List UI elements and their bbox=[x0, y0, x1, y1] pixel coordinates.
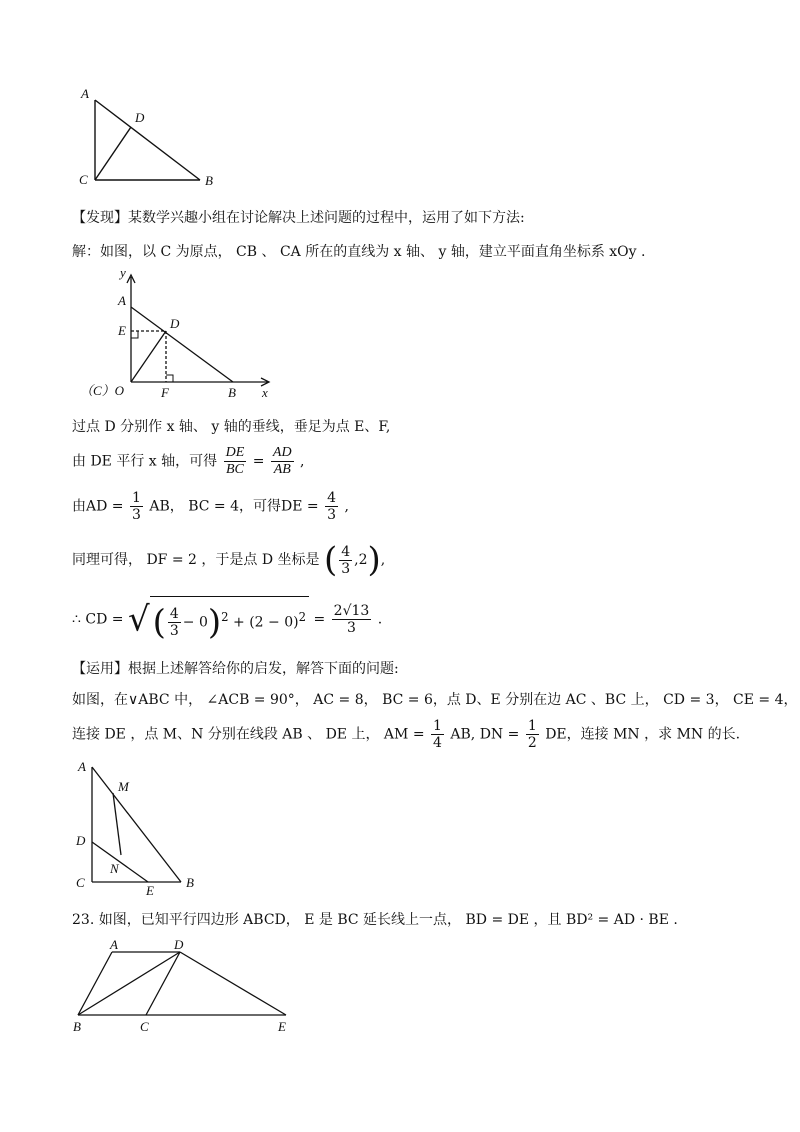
figure-triangle-mn bbox=[70, 757, 210, 897]
label-b: B bbox=[228, 385, 236, 400]
axis-x-label: x bbox=[262, 385, 268, 400]
step-5: ∴ CD = √( $\frac{4}{3}$ − $0)^2 + (2 - 0)^2$ = $\frac{2√13}{3}$ . bbox=[72, 596, 382, 643]
label-a: A bbox=[78, 759, 86, 774]
label-m: M bbox=[118, 779, 129, 794]
figure-triangle-abc bbox=[75, 80, 225, 195]
step-3: 由AD = $\frac{1}{3}$ AB， BC = 4，可得DE = $\frac{4}{3}$ , bbox=[72, 490, 349, 523]
label-e: E bbox=[118, 323, 126, 338]
question-23: 23. 如图，已知平行四边形 ABCD， E 是 BC 延长线上一点， BD = DE ，且 BD² = AD · BE . bbox=[72, 912, 678, 928]
label-e: E bbox=[278, 1019, 286, 1034]
label-origin: （C）O bbox=[80, 383, 125, 398]
apply-line-2: 连接 DE ，点 M、N 分别在线段 AB 、 DE 上， AM = $\frac{1}{4}$ AB, DN = $\frac{1}{2}$ DE，连接 MN ，求 MN 的长. bbox=[72, 718, 741, 751]
discover-heading: 【发现】某数学兴趣小组在讨论解决上述问题的过程中，运用了如下方法: bbox=[72, 210, 525, 226]
label-c: C bbox=[76, 875, 85, 890]
figure-coordinate-system bbox=[78, 265, 288, 410]
axis-y-label: y bbox=[120, 265, 126, 280]
label-a: A bbox=[118, 293, 126, 308]
apply-line-1: 如图，在∨ABC 中， ∠ACB = 90°， AC = 8， BC = 6，点 D、E 分别在边 AC 、BC 上， CD = 3， CE = 4， bbox=[72, 692, 798, 708]
step-4: 同理可得， DF = 2 ，于是点 D 坐标是 ( $\frac{4}{3}$ ,2), bbox=[72, 540, 386, 580]
label-c: C bbox=[140, 1019, 149, 1034]
figure-parallelogram bbox=[70, 935, 300, 1035]
apply-heading: 【运用】根据上述解答给你的启发，解答下面的问题: bbox=[72, 661, 399, 677]
label-n: N bbox=[110, 861, 119, 876]
label-a: A bbox=[81, 86, 89, 101]
label-b: B bbox=[186, 875, 194, 890]
label-a: A bbox=[110, 937, 118, 952]
label-e: E bbox=[146, 883, 154, 897]
label-b: B bbox=[205, 173, 213, 188]
step-1: 过点 D 分别作 x 轴、 y 轴的垂线，垂足为点 E、F, bbox=[72, 419, 391, 435]
label-c: C bbox=[79, 172, 88, 187]
solution-intro: 解：如图，以 C 为原点， CB 、 CA 所在的直线为 x 轴、 y 轴，建立平面直角坐标系 xOy . bbox=[72, 244, 646, 260]
label-d: D bbox=[76, 833, 86, 848]
label-d: D bbox=[174, 937, 184, 952]
label-d: D bbox=[135, 110, 145, 125]
label-d: D bbox=[170, 316, 180, 331]
label-f: F bbox=[161, 385, 169, 400]
label-b: B bbox=[73, 1019, 81, 1034]
step-2: 由 DE 平行 x 轴，可得 $\frac{DE}{BC}$ = $\frac{AD}{AB}$ , bbox=[72, 445, 305, 477]
